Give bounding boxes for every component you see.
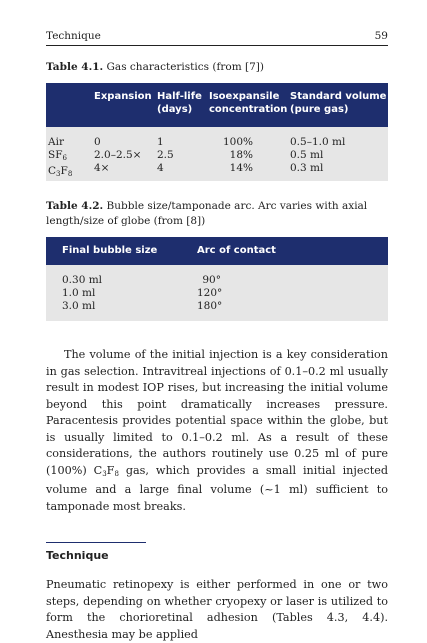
table-row: 1.0 ml [62,287,96,299]
table1 [46,83,388,181]
table-row: 0.30 ml [62,274,103,286]
table1-body [46,127,388,181]
table2-col-arc: 90° 120° 180° [197,274,223,312]
table2-header [46,237,388,265]
table2-body [46,265,388,321]
table1-header-expansion: Expansion [94,91,152,102]
body-paragraph: The volume of the initial injection is a key consideration in gas selection. Intravitreal injections of 0.1–0.2 ml usually result in modest IOP rises, but increasing the initial volume beyond this point dramatically increases pressure. Paracentesis provides potential space within the globe, but is usually limited to 0.1–0.2 ml. As a result of these considerations, the authors routinely use 0.25 ml of pure (100%) $C_3F_8$ gas, which provides a small initial injected volume and a large final volume (~1 ml) sufficient to tamponade most breaks. [46,348,388,513]
table1-col-iso: 100% 18% 14% [222,136,253,174]
body-paragraph-2: Pneumatic retinopexy is either performed in one or two steps, depending on whether cryopexy or laser is utilized to form the chorioretinal adhesion (Tables 4.3, 4.4). Anesthesia may be applied [46,578,388,641]
table2-header-size: Final bubble size [62,245,158,256]
section-heading: Technique [46,549,109,562]
running-head-title: Technique [46,30,101,42]
table2-header-arc: Arc of contact [197,245,276,256]
table1-caption-text: Gas characteristics (from [7]) [106,61,264,73]
table2 [46,237,388,321]
table-row: 3.0 ml [62,300,96,312]
table1-caption [46,60,388,75]
table1-col-expansion: 0 2.0–2.5× 4× [94,136,142,174]
section-rule [46,542,146,543]
table1-header-halflife: Half-life (days) [157,91,202,115]
table-row: Air [48,136,64,148]
table1-header [46,83,388,127]
table2-caption-text: Bubble size/tamponade arc. Arc varies with axial length/size of globe (from [8]) [46,200,368,227]
table2-caption-label: Table 4.2. [46,200,104,212]
table1-col-standard: 0.5–1.0 ml 0.5 ml 0.3 ml [290,136,346,174]
table1-col-gas [48,136,72,181]
running-head [46,30,388,46]
table2-col-size [62,274,102,313]
table1-col-halflife: 1 2.5 4 [157,136,174,174]
table-row: $SF_6$ [48,149,67,162]
table1-header-standard: Standard volume (pure gas) [290,91,387,115]
table-row: $C_3F_8$ [48,165,73,178]
page [46,30,388,643]
page-number: 59 [374,30,388,42]
table1-header-iso: Isoexpansile concentration [209,91,288,115]
table1-caption-label: Table 4.1. [46,61,104,73]
table2-caption [46,199,388,229]
